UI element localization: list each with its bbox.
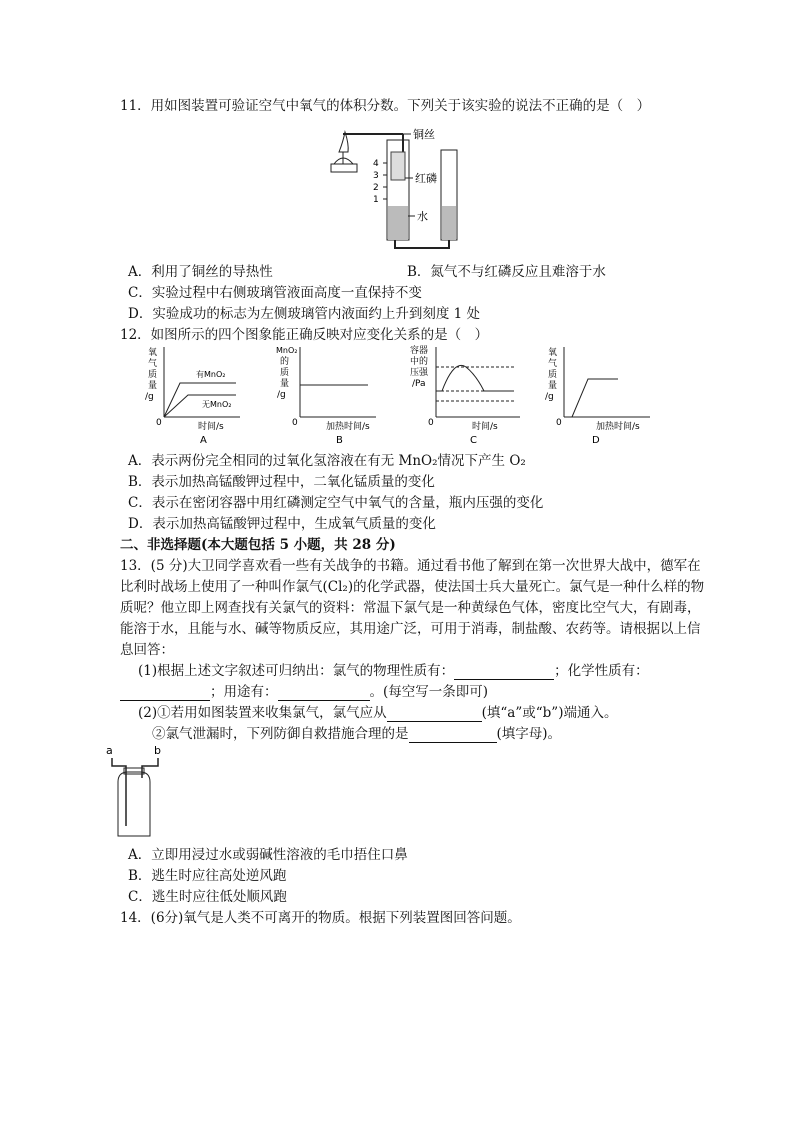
- svg-text:中的: 中的: [410, 357, 429, 367]
- svg-text:容器: 容器: [410, 346, 429, 356]
- q12-stem: 12．如图所示的四个图象能正确反映对应变化关系的是（ ）: [120, 327, 489, 343]
- svg-text:0: 0: [428, 418, 434, 428]
- q13-line-3: 质呢？他立即上网查找有关氯气的资料：常温下氯气是一种黄绿色气体，密度比空气大，有剧毒，: [120, 600, 701, 616]
- label-water: 水: [417, 210, 428, 223]
- svg-text:时间/s: 时间/s: [198, 422, 224, 432]
- q11-option-d: D．实验成功的标志为左侧玻璃管内液面约上升到刻度 1 处: [128, 306, 480, 322]
- scale-4: 4: [373, 159, 379, 169]
- svg-text:量: 量: [280, 379, 290, 389]
- svg-text:有MnO₂: 有MnO₂: [196, 370, 226, 379]
- svg-text:气: 气: [148, 359, 158, 369]
- svg-text:的: 的: [280, 357, 290, 367]
- q13-option-c: C．逃生时应往低处顺风跑: [128, 889, 287, 905]
- svg-text:加热时间/s: 加热时间/s: [326, 422, 370, 432]
- q11-apparatus-figure: [325, 122, 475, 252]
- svg-text:量: 量: [548, 381, 558, 391]
- q13-part-3: [152, 725, 561, 743]
- svg-text:/g: /g: [145, 392, 154, 402]
- q13-part-1: [138, 662, 649, 680]
- q12-option-b: B．表示加热高锰酸钾过程中，二氧化锰质量的变化: [128, 474, 435, 490]
- inlet-blank[interactable]: [387, 707, 482, 722]
- bottle-label-b: b: [154, 744, 161, 757]
- svg-text:D: D: [592, 435, 600, 446]
- svg-text:0: 0: [292, 418, 298, 428]
- svg-text:质: 质: [148, 370, 158, 380]
- svg-text:/g: /g: [545, 392, 554, 402]
- svg-text:B: B: [336, 435, 343, 446]
- chemical-property-blank[interactable]: [120, 686, 210, 701]
- bottle-label-a: a: [106, 744, 113, 757]
- q12-option-d: D．表示加热高锰酸钾过程中，生成氧气质量的变化: [128, 516, 436, 532]
- label-red-phosphorus: 红磷: [415, 172, 437, 185]
- q12-option-a: A．表示两份完全相同的过氧化氢溶液在有无 MnO₂情况下产生 O₂: [128, 453, 526, 469]
- alcohol-lamp-icon: [331, 132, 357, 172]
- q11-stem: 11．用如图装置可验证空气中氧气的体积分数。下列关于该实验的说法不正确的是（ ）: [120, 98, 651, 114]
- svg-text:/g: /g: [277, 390, 286, 400]
- svg-text:A: A: [200, 435, 207, 446]
- label-copper-wire: 铜丝: [413, 128, 435, 141]
- q13-part-1-use: ；用途有：: [210, 684, 278, 700]
- svg-text:0: 0: [556, 418, 562, 428]
- svg-text:时间/s: 时间/s: [472, 422, 498, 432]
- q13-part-2-suffix: (填“a”或“b”)端通入。: [481, 705, 618, 721]
- scale-2: 2: [373, 183, 379, 193]
- q13-line-2: 比利时战场上使用了一种叫作氯气(Cl₂)的化学武器，使法国士兵大量死亡。氯气是一种什么样的物: [120, 579, 705, 595]
- svg-text:压强: 压强: [410, 368, 429, 378]
- q11-option-b: B．氮气不与红磷反应且难溶于水: [407, 264, 606, 280]
- svg-text:无MnO₂: 无MnO₂: [202, 400, 232, 409]
- q13-part-1-prompt: (1)根据上述文字叙述可归纳出：氯气的物理性质有：: [138, 663, 455, 679]
- q13-part-3-prompt: ②氯气泄漏时，下列防御自救措施合理的是: [152, 726, 409, 742]
- svg-text:气: 气: [548, 359, 558, 369]
- graph-a: [145, 346, 240, 446]
- section-2-heading: 二、非选择题(本大题包括 5 小题，共 28 分): [120, 537, 396, 553]
- gas-bottle-figure: [104, 742, 166, 840]
- measure-blank[interactable]: [409, 728, 497, 743]
- q14-stem: 14．(6分)氧气是人类不可离开的物质。根据下列装置图回答问题。: [120, 910, 521, 926]
- svg-text:MnO₂: MnO₂: [276, 346, 298, 355]
- q13-part-1-cont: [120, 683, 488, 701]
- q13-part-1-chem: ；化学性质有：: [554, 663, 649, 679]
- q13-line-4: 能溶于水，且能与水、碱等物质反应，其用途广泛，可用于消毒，制盐酸、农药等。请根据以上信: [120, 621, 701, 637]
- svg-text:量: 量: [148, 381, 158, 391]
- graph-c: [410, 344, 520, 446]
- physical-property-blank[interactable]: [454, 665, 554, 680]
- q13-option-a: A．立即用浸过水或弱碱性溶液的毛巾捂住口鼻: [128, 847, 408, 863]
- svg-text:C: C: [470, 435, 477, 446]
- q11-option-a: A．利用了铜丝的导热性: [128, 264, 273, 280]
- q12-option-c: C．表示在密闭容器中用红磷测定空气中氧气的含量，瓶内压强的变化: [128, 495, 544, 511]
- q12-graphs-figure: [140, 343, 660, 446]
- svg-text:0: 0: [156, 418, 162, 428]
- graph-b: [276, 346, 376, 446]
- svg-text:加热时间/s: 加热时间/s: [596, 422, 640, 432]
- graph-d: [545, 346, 650, 446]
- scale-3: 3: [373, 171, 379, 181]
- svg-text:氧: 氧: [148, 348, 158, 358]
- q13-line-1: 13．(5 分)大卫同学喜欢看一些有关战争的书籍。通过看书他了解到在第一次世界大战中，德军在: [120, 558, 701, 574]
- q13-part-1-note: 。(每空写一条即可): [369, 684, 489, 700]
- svg-text:质: 质: [280, 368, 290, 378]
- q11-option-c: C．实验过程中右侧玻璃管液面高度一直保持不变: [128, 285, 422, 301]
- svg-text:/Pa: /Pa: [412, 379, 426, 389]
- q13-part-2: [138, 704, 617, 722]
- scale-1: 1: [373, 195, 379, 205]
- q13-option-b: B．逃生时应往高处逆风跑: [128, 868, 287, 884]
- use-blank[interactable]: [278, 686, 370, 701]
- svg-text:质: 质: [548, 370, 558, 380]
- q13-part-3-suffix: (填字母)。: [496, 726, 562, 742]
- q13-part-2-prompt: (2)①若用如图装置来收集氯气，氯气应从: [138, 705, 387, 721]
- q13-line-5: 息回答：: [120, 642, 174, 658]
- svg-text:氧: 氧: [548, 348, 558, 358]
